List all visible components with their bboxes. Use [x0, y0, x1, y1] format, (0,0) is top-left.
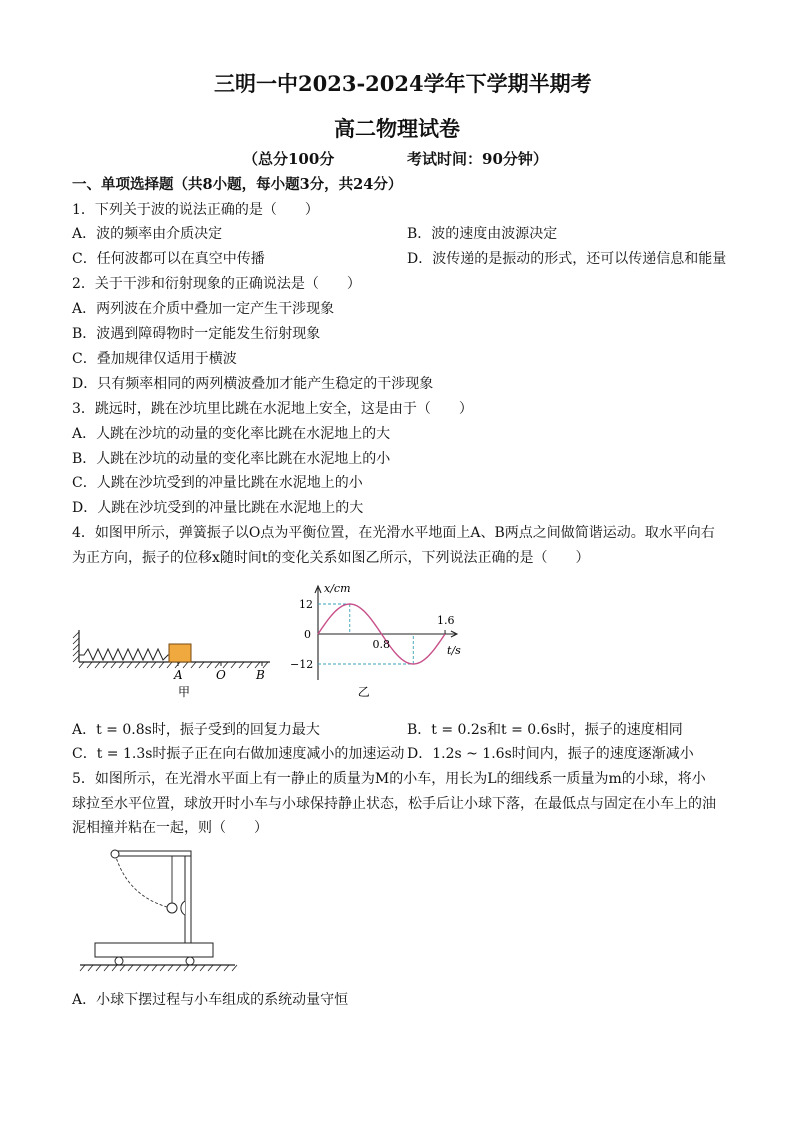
q4-option-d: D．1.2s ~ 1.6s时间内，振子的速度逐渐减小	[407, 746, 694, 762]
q2-option-c: C．叠加规律仅适用于横波	[72, 351, 237, 367]
exam-title: 三明一中2023-2024学年下学期半期考	[214, 71, 592, 96]
spring	[79, 649, 169, 660]
total-score: （总分100分	[243, 150, 335, 168]
q1-option-c: C．任何波都可以在真空中传播	[72, 251, 265, 267]
x-axis-label: t/s	[447, 644, 461, 657]
ytick-neg12: −12	[290, 658, 314, 671]
q5-stem-line2: 球拉至水平位置，球放开时小车与小球保持静止状态，松手后让小球下落，在最低点与固定在小车上的油	[72, 796, 716, 812]
xtick-0-8: 0.8	[372, 638, 391, 651]
q3-option-b: B．人跳在沙坑的动量的变化率比跳在水泥地上的小	[72, 451, 391, 467]
q2-option-b: B．波遇到障碍物时一定能发生衍射现象	[72, 326, 321, 342]
oscillator-block	[169, 644, 191, 662]
exam-time: 考试时间：90分钟）	[407, 150, 548, 168]
ytick-12: 12	[299, 598, 313, 611]
cart-body	[95, 943, 213, 957]
q5-stem-line1: 5．如图所示，在光滑水平面上有一静止的质量为M的小车，用长为L的细线系一质量为m的小球，将小	[72, 771, 706, 787]
label-a: A	[174, 668, 183, 682]
q1-stem: 1．下列关于波的说法正确的是（ ）	[72, 202, 319, 218]
q5-stem-line3: 泥相撞并粘在一起，则（ ）	[72, 820, 268, 836]
q2-option-a: A．两列波在介质中叠加一定产生干涉现象	[72, 301, 335, 317]
q4-option-a: A．t = 0.8s时，振子受到的回复力最大	[72, 722, 320, 738]
label-b: B	[256, 668, 265, 682]
q1-option-a: A．波的频率由介质决定	[72, 226, 223, 242]
q1-option-b: B．波的速度由波源决定	[407, 226, 558, 242]
q1-option-d: D．波传递的是振动的形式，还可以传递信息和能量	[407, 251, 727, 267]
origin-label: 0	[304, 628, 311, 641]
pendulum-ball	[167, 903, 177, 913]
q3-stem: 3．跳远时，跳在沙坑里比跳在水泥地上安全，这是由于（ ）	[72, 401, 473, 417]
q3-option-d: D．人跳在沙坑受到的冲量比跳在水泥地上的大	[72, 500, 364, 516]
q5-option-a: A．小球下摆过程与小车组成的系统动量守恒	[72, 992, 349, 1008]
xtick-1-6: 1.6	[437, 614, 455, 627]
q3-option-a: A．人跳在沙坑的动量的变化率比跳在水泥地上的大	[72, 426, 391, 442]
caption-jia: 甲	[178, 685, 191, 699]
y-axis-label: x/cm	[324, 582, 351, 595]
q2-option-d: D．只有频率相同的两列横波叠加才能产生稳定的干涉现象	[72, 376, 434, 392]
q4-stem-line2: 为正方向，振子的位移x随时间t的变化关系如图乙所示，下列说法正确的是（ ）	[72, 550, 590, 566]
q4-option-b: B．t = 0.2s和t = 0.6s时，振子的速度相同	[407, 722, 683, 738]
q4-stem-line1: 4．如图甲所示，弹簧振子以O点为平衡位置，在光滑水平地面上A、B两点之间做简谐运动。取水平向右	[72, 525, 715, 541]
figure-xt-chart	[290, 580, 470, 700]
q2-stem: 2．关于干涉和衍射现象的正确说法是（ ）	[72, 276, 361, 292]
caption-yi: 乙	[357, 685, 370, 699]
figure-cart-pendulum	[75, 845, 245, 975]
q3-option-c: C．人跳在沙坑受到的冲量比跳在水泥地上的小	[72, 475, 363, 491]
label-o: O	[216, 668, 226, 682]
section-heading: 一、单项选择题（共8小题，每小题3分，共24分）	[72, 176, 403, 193]
q4-option-c: C．t = 1.3s时振子正在向右做加速度减小的加速运动	[72, 746, 405, 762]
exam-subtitle: 高二物理试卷	[334, 116, 460, 141]
